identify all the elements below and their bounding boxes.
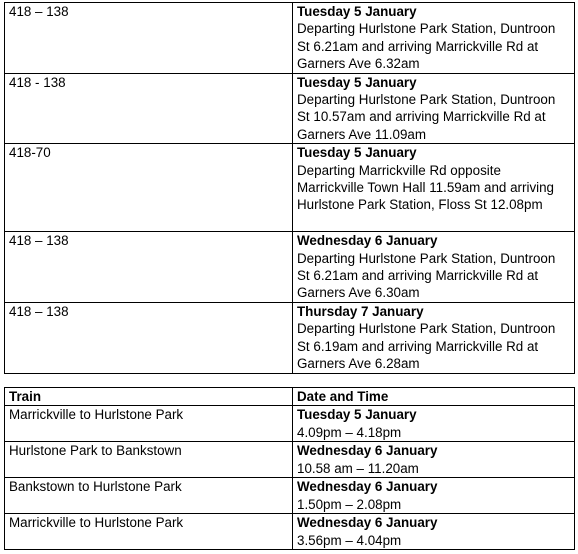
table-row [5, 232, 575, 303]
date-label: Wednesday 6 January [297, 443, 438, 459]
table-row [5, 3, 575, 74]
route-label: Marrickville to Hurlstone Park [9, 515, 184, 531]
column-header-date-time: Date and Time [293, 388, 575, 406]
route-cell [5, 232, 293, 303]
table-row [5, 478, 575, 514]
table-header-row [5, 388, 575, 406]
route-cell [5, 302, 293, 373]
datetime-cell [293, 478, 575, 514]
route-cell [5, 3, 293, 74]
time-range: 4.09pm – 4.18pm [297, 424, 402, 440]
route-label: 418 – 138 [9, 303, 69, 319]
bus-schedule-table [4, 2, 575, 374]
trip-details: Departing Hurlstone Park Station, Duntroon St 6.21am and arriving Marrickville Rd at Garners Ave 6.30am [297, 250, 556, 301]
trip-details: Departing Hurlstone Park Station, Duntroon St 6.21am and arriving Marrickville Rd at Garners Ave 6.32am [297, 21, 556, 72]
route-cell [5, 144, 293, 232]
details-cell [293, 144, 575, 232]
table-row [5, 442, 575, 478]
table-row [5, 73, 575, 144]
route-label: Bankstown to Hurlstone Park [9, 479, 182, 495]
details-cell [293, 3, 575, 74]
route-label: Marrickville to Hurlstone Park [9, 407, 184, 423]
time-range: 1.50pm – 2.08pm [297, 496, 402, 512]
table-row [5, 302, 575, 373]
time-range: 10.58 am – 11.20am [297, 460, 419, 476]
route-label: 418 - 138 [9, 74, 66, 90]
date-label: Tuesday 5 January [297, 4, 417, 19]
train-schedule-table [4, 387, 575, 550]
date-label: Wednesday 6 January [297, 233, 438, 249]
route-cell [5, 514, 293, 550]
route-label: Hurlstone Park to Bankstown [9, 443, 182, 459]
date-label: Wednesday 6 January [297, 515, 438, 531]
route-cell [5, 478, 293, 514]
route-cell [5, 406, 293, 442]
route-label: 418 – 138 [9, 4, 69, 19]
details-cell [293, 73, 575, 144]
details-cell [293, 302, 575, 373]
route-label: 418 – 138 [9, 233, 69, 249]
trip-details: Departing Hurlstone Park Station, Duntroon St 10.57am and arriving Marrickville Rd at Garners Ave 11.09am [297, 92, 556, 142]
trip-details: Departing Hurlstone Park Station, Duntroon St 6.19am and arriving Marrickville Rd at Garners Ave 6.28am [297, 321, 556, 372]
trip-details: Departing Marrickville Rd opposite Marrickville Town Hall 11.59am and arriving Hurlstone Park Station, Floss St 12.08pm [297, 162, 555, 213]
column-header-train: Train [5, 388, 293, 406]
table-row [5, 406, 575, 442]
date-label: Tuesday 5 January [297, 407, 417, 423]
datetime-cell [293, 406, 575, 442]
table-row [5, 514, 575, 550]
datetime-cell [293, 442, 575, 478]
route-cell [5, 73, 293, 144]
route-cell [5, 442, 293, 478]
datetime-cell [293, 514, 575, 550]
date-label: Tuesday 5 January [297, 74, 417, 90]
table-row [5, 144, 575, 232]
details-cell [293, 232, 575, 303]
time-range: 3.56pm – 4.04pm [297, 532, 402, 548]
date-label: Tuesday 5 January [297, 145, 417, 161]
date-label: Wednesday 6 January [297, 479, 438, 495]
date-label: Thursday 7 January [297, 303, 424, 319]
route-label: 418-70 [9, 145, 51, 161]
